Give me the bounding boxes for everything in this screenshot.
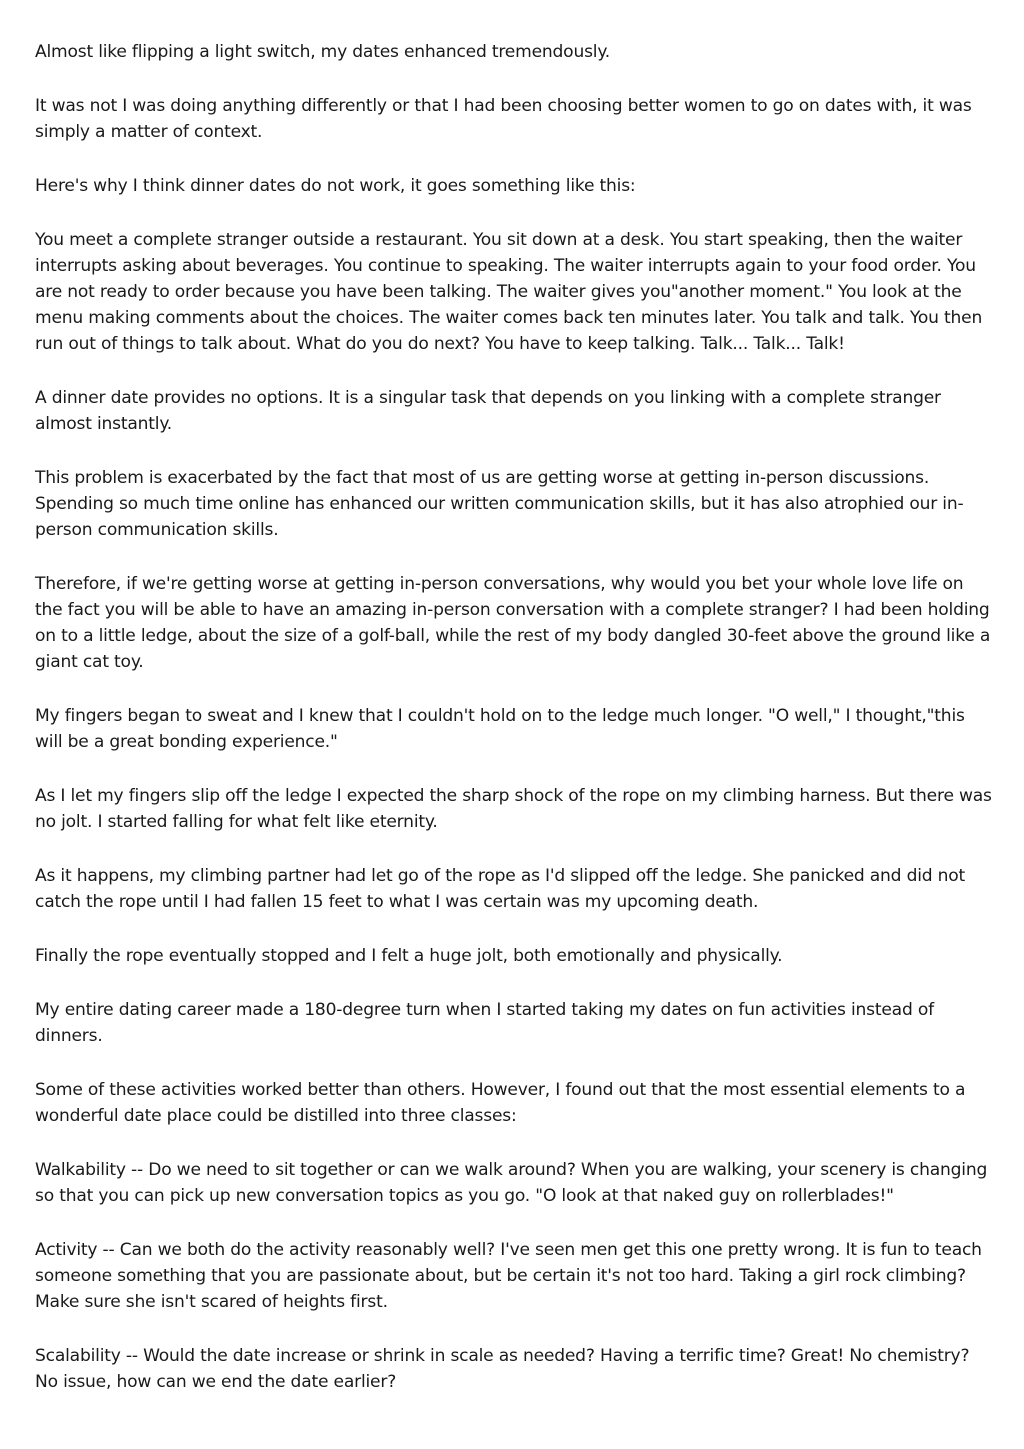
paragraph-scalability: Scalability -- Would the date increase or shrink in scale as needed? Having a terrific time? Great! No chemistry? No issue, how can we end the date earlier? xyxy=(35,1346,970,1392)
paragraph-rope-stopped: Finally the rope eventually stopped and I felt a huge jolt, both emotionally and physically. xyxy=(35,946,783,966)
paragraph-falling: As I let my fingers slip off the ledge I expected the sharp shock of the rope on my climbing harness. But there was no jolt. I started falling for what felt like eternity. xyxy=(35,786,992,832)
paragraph-three-classes: Some of these activities worked better than others. However, I found out that the most essential elements to a wonderful date place could be distilled into three classes: xyxy=(35,1080,966,1126)
paragraph-fingers-sweat: My fingers began to sweat and I knew that I couldn't hold on to the ledge much longer. "O well," I thought,"this will be a great bonding experience." xyxy=(35,706,965,752)
paragraph-restaurant-scenario: You meet a complete stranger outside a restaurant. You sit down at a desk. You start speaking, then the waiter interrupts asking about beverages. You continue to speaking. The waiter interrupts again to your food order. You are not ready to order because you have been talking. The waiter gives you"another moment." You look at the menu making comments about the choices. The waiter comes back ten minutes later. You talk and talk. You then run out of things to talk about. What do you do next? You have to keep talking. Talk... Talk... Talk! xyxy=(35,230,983,354)
paragraph-online-skills: This problem is exacerbated by the fact that most of us are getting worse at getting in-person discussions. Spending so much time online has enhanced our written communication skills, but it has also atrophied our in-person communication skills. xyxy=(35,468,964,540)
paragraph-light-switch: Almost like flipping a light switch, my dates enhanced tremendously. xyxy=(35,42,611,62)
paragraph-context: It was not I was doing anything differently or that I had been choosing better women to go on dates with, it was simply a matter of context. xyxy=(35,96,972,142)
document-body xyxy=(35,39,995,1423)
paragraph-ledge: Therefore, if we're getting worse at getting in-person conversations, why would you bet your whole love life on the fact you will be able to have an amazing in-person conversation with a complete stranger? I had been holding on to a little ledge, about the size of a golf-ball, while the rest of my body dangled 30-feet above the ground like a giant cat toy. xyxy=(35,574,991,672)
paragraph-dating-turn: My entire dating career made a 180-degree turn when I started taking my dates on fun activities instead of dinners. xyxy=(35,1000,934,1046)
paragraph-no-options: A dinner date provides no options. It is a singular task that depends on you linking with a complete stranger almost instantly. xyxy=(35,388,941,434)
paragraph-activity: Activity -- Can we both do the activity reasonably well? I've seen men get this one pretty wrong. It is fun to teach someone something that you are passionate about, but be certain it's not too hard. Taking a girl rock climbing? Make sure she isn't scared of heights first. xyxy=(35,1240,982,1312)
paragraph-walkability: Walkability -- Do we need to sit together or can we walk around? When you are walking, your scenery is changing so that you can pick up new conversation topics as you go. "O look at that naked guy on rollerblades!" xyxy=(35,1160,988,1206)
paragraph-climbing-partner: As it happens, my climbing partner had let go of the rope as I'd slipped off the ledge. She panicked and did not catch the rope until I had fallen 15 feet to what I was certain was my upcoming death. xyxy=(35,866,966,912)
paragraph-dinner-dates-intro: Here's why I think dinner dates do not work, it goes something like this: xyxy=(35,176,636,196)
